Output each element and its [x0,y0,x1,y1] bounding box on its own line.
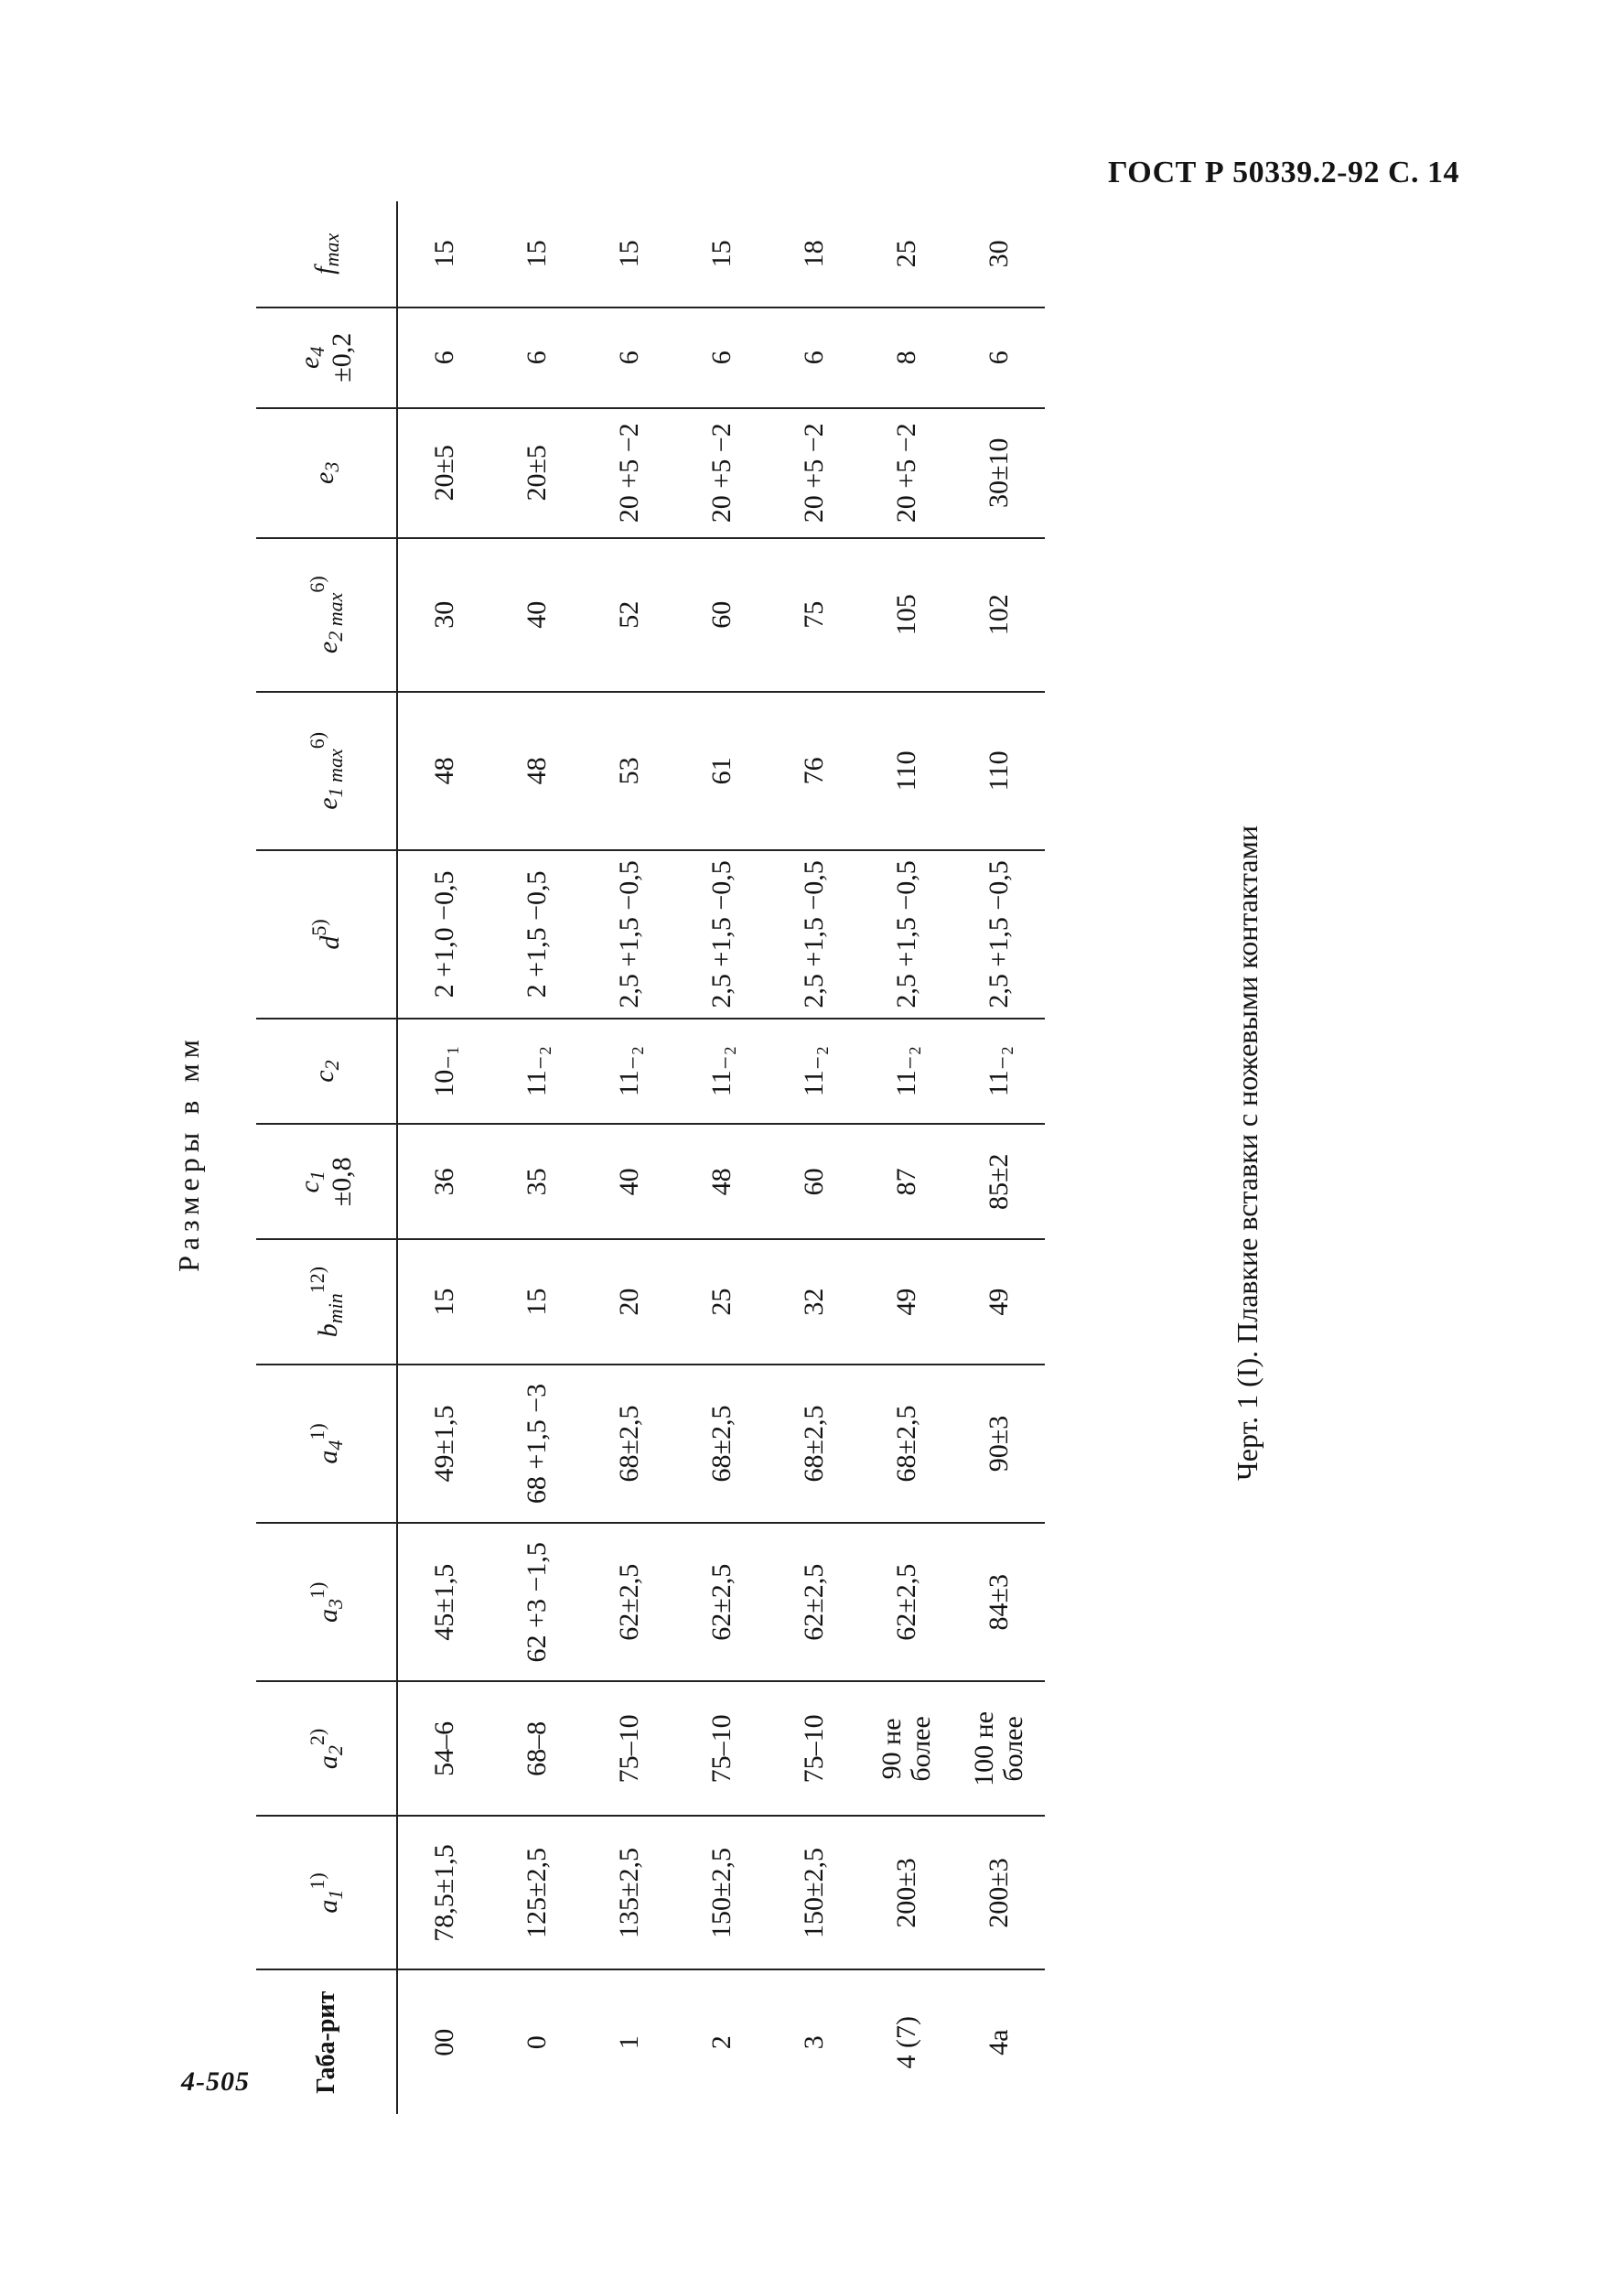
table-cell: 11₋₂ [675,1019,768,1125]
table-cell: 6 [397,307,490,408]
column-header [256,1124,397,1239]
column-header [256,1681,397,1816]
table-row [675,201,768,2114]
table-cell: 18 [768,201,860,307]
table-cell: 36 [397,1124,490,1239]
table-cell: 40 [583,1124,675,1239]
header-footnote-ref: 1) [305,1581,328,1599]
header-symbol: c [295,1181,326,1193]
table-cell: 11₋₂ [490,1019,583,1125]
figure-caption: Черт. 1 (I). Плавкие вставки с ножевыми контактами [1231,825,1264,1481]
table-cell: 53 [583,692,675,850]
table-cell: 68±2,5 [583,1365,675,1523]
table-cell: 90±3 [952,1365,1045,1523]
table-cell: 6 [583,307,675,408]
table-cell: 30 [952,201,1045,307]
table-cell: 75 [768,538,860,692]
header-symbol: a [312,1755,343,1770]
table-cell: 78,5±1,5 [397,1816,490,1969]
table-cell: 110 [860,692,952,850]
column-header [256,1523,397,1681]
header-footnote-ref: 2) [305,1728,328,1746]
table-cell: 40 [490,538,583,692]
column-header [256,1365,397,1523]
header-footnote-ref: 12) [305,1266,328,1294]
table-cell: 48 [490,692,583,850]
header-symbol: e [295,356,326,369]
table-cell: 49 [952,1239,1045,1365]
header-subscript: 2 [319,1060,343,1071]
table-cell: 20 +5 −2 [675,408,768,538]
table-cell: 135±2,5 [583,1816,675,1969]
table-cell: 200±3 [952,1816,1045,1969]
table-cell: 20 [583,1239,675,1365]
header-subscript: 1 [306,1170,329,1181]
table-cell: 68±2,5 [675,1365,768,1523]
header-subscript: 4 [306,346,329,357]
column-header [256,307,397,408]
table-cell: 68 +1,5 −3 [490,1365,583,1523]
table-header-row [256,201,397,2114]
table-cell: 48 [675,1124,768,1239]
column-header [256,692,397,850]
table-row [860,201,952,2114]
table-cell: 11₋₂ [583,1019,675,1125]
page-header: ГОСТ Р 50339.2-92 С. 14 [1107,156,1459,189]
header-symbol: d [314,935,345,950]
header-symbol: c [308,1070,339,1083]
column-header [256,1816,397,1969]
table-cell: 62±2,5 [583,1523,675,1681]
header-footnote-ref: 1) [305,1423,328,1440]
table-cell: 87 [860,1124,952,1239]
table-cell: 20 +5 −2 [583,408,675,538]
rotated-table-block [165,192,1336,2114]
table-cell: 62±2,5 [675,1523,768,1681]
table-cell: 110 [952,692,1045,850]
table-cell: 0 [490,1969,583,2114]
table-cell: 2 [675,1969,768,2114]
header-subscript: 3 [319,461,343,472]
table-cell: 15 [583,201,675,307]
column-header [256,201,397,307]
column-header [256,850,397,1019]
table-cell: 75–10 [768,1681,860,1816]
header-subscript: min [323,1293,347,1324]
table-cell: 30 [397,538,490,692]
table-cell: 11₋₂ [952,1019,1045,1125]
table-cell: 10₋₁ [397,1019,490,1125]
column-header [256,408,397,538]
header-footnote-ref: 6) [305,576,328,593]
table-cell: 25 [860,201,952,307]
header-symbol: e [312,641,343,654]
table-cell: 2 +1,5 −0,5 [490,850,583,1019]
table-cell: 32 [768,1239,860,1365]
table-cell: 102 [952,538,1045,692]
table-cell: 15 [490,1239,583,1365]
units-title: Размеры в мм [172,1034,205,1272]
table-cell: 85±2 [952,1124,1045,1239]
table-row [583,201,675,2114]
table-cell: 150±2,5 [675,1816,768,1969]
table-row [397,201,490,2114]
table-cell: 49 [860,1239,952,1365]
table-cell: 54–6 [397,1681,490,1816]
table-cell: 15 [490,201,583,307]
table-cell: 20 +5 −2 [768,408,860,538]
header-symbol: b [312,1323,343,1338]
table-cell: 45±1,5 [397,1523,490,1681]
table-cell: 2 +1,0 −0,5 [397,850,490,1019]
table-cell: 11₋₂ [860,1019,952,1125]
header-subscript: 2 [323,1745,347,1756]
table-cell: 20 +5 −2 [860,408,952,538]
table-cell: 15 [675,201,768,307]
table-cell: 15 [397,201,490,307]
table-row [768,201,860,2114]
table-cell: 125±2,5 [490,1816,583,1969]
table-cell: 6 [490,307,583,408]
header-symbol: a [312,1608,343,1623]
header-subscript: 1 [323,1889,347,1900]
table-cell: 60 [768,1124,860,1239]
table-cell: 2,5 +1,5 −0,5 [952,850,1045,1019]
column-header [256,1019,397,1125]
table-cell: 35 [490,1124,583,1239]
table-cell: 61 [675,692,768,850]
table-cell: 2,5 +1,5 −0,5 [583,850,675,1019]
header-subscript: 4 [323,1440,347,1451]
header-footnote-ref: 1) [305,1872,328,1890]
dimensions-table [256,201,1045,2114]
table-cell: 62±2,5 [860,1523,952,1681]
header-subscript: max [319,232,343,267]
table-cell: 75–10 [583,1681,675,1816]
header-tolerance: ±0,8 [327,1157,358,1207]
table-cell: 84±3 [952,1523,1045,1681]
table-cell: 2,5 +1,5 −0,5 [860,850,952,1019]
column-header [256,538,397,692]
header-symbol: a [312,1450,343,1464]
table-cell: 15 [397,1239,490,1365]
table-cell: 00 [397,1969,490,2114]
header-footnote-ref: 5) [307,919,330,936]
table-cell: 68±2,5 [860,1365,952,1523]
table-cell: 30±10 [952,408,1045,538]
table-cell: 6 [952,307,1045,408]
table-cell: 1 [583,1969,675,2114]
table-cell: 6 [675,307,768,408]
table-cell: 200±3 [860,1816,952,1969]
table-cell: 4 (7) [860,1969,952,2114]
table-cell: 150±2,5 [768,1816,860,1969]
header-symbol: e [308,471,339,484]
table-row [952,201,1045,2114]
table-cell: 3 [768,1969,860,2114]
header-symbol: a [312,1899,343,1914]
header-symbol: f [308,266,339,275]
table-cell: 60 [675,538,768,692]
table-cell: 68±2,5 [768,1365,860,1523]
table-cell: 20±5 [397,408,490,538]
table-cell: 90 не более [860,1681,952,1816]
header-footnote-ref: 6) [305,731,328,750]
table-cell: 6 [768,307,860,408]
table-cell: 75–10 [675,1681,768,1816]
table-cell: 20±5 [490,408,583,538]
header-subscript: 1 max [323,749,347,798]
header-symbol: e [312,797,343,810]
table-cell: 48 [397,692,490,850]
header-subscript: 3 [323,1598,347,1609]
table-cell: 25 [675,1239,768,1365]
table-cell: 11₋₂ [768,1019,860,1125]
table-cell: 105 [860,538,952,692]
table-row [490,201,583,2114]
table-cell: 8 [860,307,952,408]
table-cell: 62±2,5 [768,1523,860,1681]
table-cell: 52 [583,538,675,692]
table-cell: 68–8 [490,1681,583,1816]
header-subscript: 2 max [323,592,347,642]
table-cell: 49±1,5 [397,1365,490,1523]
column-header: Габа-рит [256,1969,397,2114]
table-body [397,201,1045,2114]
table-cell: 100 не более [952,1681,1045,1816]
table-cell: 2,5 +1,5 −0,5 [675,850,768,1019]
page-footer-code: 4-505 [181,2066,250,2097]
table-cell: 62 +3 −1,5 [490,1523,583,1681]
table-cell: 76 [768,692,860,850]
column-header [256,1239,397,1365]
table-cell: 2,5 +1,5 −0,5 [768,850,860,1019]
table-cell: 4а [952,1969,1045,2114]
header-tolerance: ±0,2 [327,332,358,383]
